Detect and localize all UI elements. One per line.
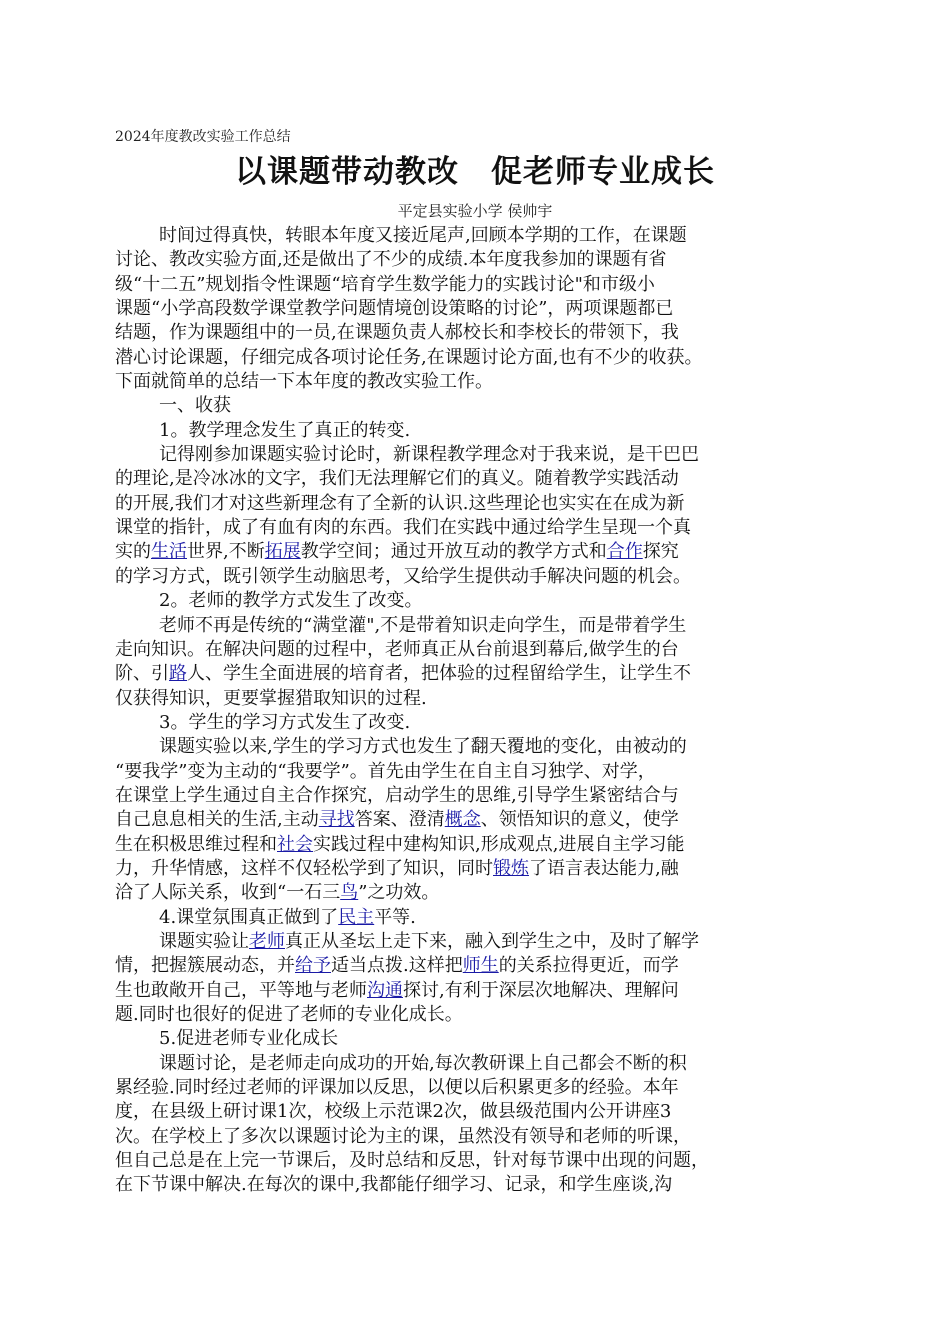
- text-segment: 度，在县级上研讨课1次，校级上示范课2次，做县级范围内公开讲座3: [115, 1101, 672, 1123]
- text-segment: 真正从圣坛上走下来，融入到学生之中，及时了解学: [285, 930, 699, 952]
- text-segment: 的学习方式，既引领学生动脑思考，又给学生提供动手解决问题的机会。: [115, 565, 691, 587]
- text-segment: 的开展,我们才对这些新理念有了全新的认识.这些理论也实实在在成为新: [115, 492, 685, 514]
- text-segment: 答案、澄清: [354, 809, 445, 831]
- text-segment: 情，把握簇展动态，并: [115, 955, 295, 977]
- text-line: [115, 1125, 845, 1149]
- text-segment: 记得刚参加课题实验讨论时，新课程教学理念对于我来说，是干巴巴: [159, 444, 699, 466]
- text-segment: 课题实验以来,学生的学习方式也发生了翻天覆地的变化，由被动的: [159, 736, 687, 758]
- text-line: [115, 687, 845, 711]
- text-line: [115, 954, 845, 978]
- text-segment: 生也敢敞开自己，平等地与老师: [115, 979, 367, 1001]
- text-line: [115, 784, 845, 808]
- text-line: [115, 614, 845, 638]
- keyword-link[interactable]: 给予: [295, 955, 331, 977]
- text-line: [115, 638, 845, 662]
- text-segment: 题.同时也很好的促进了老师的专业化成长。: [115, 1004, 463, 1025]
- text-line: [115, 760, 845, 784]
- text-line: [115, 346, 845, 370]
- text-segment: 潜心讨论课题，仔细完成各项讨论任务,在课题讨论方面,也有不少的收获。: [115, 346, 703, 368]
- text-line: [115, 370, 845, 394]
- text-segment: 的理论,是冷冰冰的文字，我们无法理解它们的真义。随着教学实践活动: [115, 468, 679, 490]
- keyword-link[interactable]: 社会: [277, 833, 313, 855]
- text-line: [115, 1052, 845, 1076]
- text-segment: 适当点拨.这样把: [331, 955, 463, 977]
- text-segment: 1。教学理念发生了真正的转变.: [159, 419, 411, 441]
- text-segment: 课题“小学高段数学课堂教学问题情境创设策略的讨论”，两项课题都已: [115, 298, 674, 320]
- keyword-link[interactable]: 路: [169, 663, 187, 685]
- text-segment: 在课堂上学生通过自主合作探究，启动学生的思维,引导学生紧密结合与: [115, 784, 679, 806]
- text-line: [115, 906, 845, 930]
- text-segment: 世界,不断: [187, 541, 265, 563]
- keyword-link[interactable]: 老师: [249, 930, 285, 952]
- text-segment: 教学空间；通过开放互动的教学方式和: [300, 541, 607, 563]
- text-line: [115, 394, 845, 418]
- text-segment: 在下节课中解决.在每次的课中,我都能仔细学习、记录，和学生座谈,沟: [115, 1174, 673, 1196]
- text-segment: 次。在学校上了多次以课题讨论为主的课，虽然没有领导和老师的听课，: [115, 1125, 691, 1147]
- text-line: [115, 224, 845, 248]
- text-line: [115, 833, 845, 857]
- text-segment: 人、学生全面进展的培育者，把体验的过程留给学生，让学生不: [187, 663, 691, 685]
- text-segment: 探究: [642, 541, 679, 563]
- text-line: [115, 1100, 845, 1124]
- text-line: [115, 1027, 845, 1051]
- text-line: [115, 565, 845, 589]
- text-line: [115, 467, 845, 491]
- text-segment: 的关系拉得更近，而学: [498, 955, 679, 977]
- keyword-link[interactable]: 民主: [338, 906, 375, 928]
- keyword-link[interactable]: 寻找: [318, 809, 355, 831]
- text-line: [115, 1149, 845, 1173]
- text-segment: 累经验.同时经过老师的评课加以反思，以便以后积累更多的经验。本年: [115, 1077, 679, 1099]
- keyword-link[interactable]: 合作: [606, 541, 643, 563]
- keyword-link[interactable]: 鸟: [340, 882, 359, 904]
- text-line: [115, 419, 845, 443]
- text-line: [115, 321, 845, 345]
- text-line: [115, 297, 845, 321]
- text-line: [115, 735, 845, 759]
- text-line: [115, 492, 845, 516]
- text-segment: 洽了人际关系，收到“一石三: [115, 882, 341, 904]
- keyword-link[interactable]: 师生: [462, 955, 499, 977]
- document-title: 以课题带动教改 促老师专业成长: [235, 154, 715, 190]
- text-segment: 自己息息相关的生活,主动: [115, 809, 319, 831]
- text-segment: 平等.: [374, 906, 416, 928]
- text-segment: 老师不再是传统的“满堂灌",不是带着知识走向学生，而是带着学生: [159, 614, 687, 636]
- keyword-link[interactable]: 概念: [444, 809, 481, 831]
- text-segment: 一、收获: [159, 395, 231, 417]
- keyword-link[interactable]: 拓展: [264, 541, 301, 563]
- text-segment: 下面就简单的总结一下本年度的教改实验工作。: [115, 371, 493, 393]
- text-line: [115, 1003, 845, 1027]
- text-segment: 了语言表达能力,融: [529, 857, 679, 879]
- text-segment: 走向知识。在解决问题的过程中，老师真正从台前退到幕后,做学生的台: [115, 638, 679, 660]
- text-segment: 生在积极思维过程和: [115, 833, 277, 855]
- text-segment: 3。学生的学习方式发生了改变.: [159, 711, 411, 733]
- text-segment: 时间过得真快，转眼本年度又接近尾声,回顾本学期的工作，在课题: [159, 225, 687, 246]
- keyword-link[interactable]: 锻炼: [493, 857, 529, 879]
- text-segment: “要我学”变为主动的“我要学”。首先由学生在自主自习独学、对学，: [115, 760, 656, 782]
- text-segment: 实践过程中建构知识,形成观点,进展自主学习能: [313, 833, 685, 855]
- text-segment: 讨论、教改实验方面,还是做出了不少的成绩.本年度我参加的课题有省: [115, 249, 667, 271]
- text-segment: 结题，作为课题组中的一员,在课题负责人郝校长和李校长的带领下，我: [115, 322, 679, 344]
- text-segment: 探讨,有利于深层次地解决、理解问: [403, 979, 679, 1001]
- text-segment: 、领悟知识的意义，使学: [480, 809, 679, 831]
- text-line: [115, 248, 845, 272]
- text-line: [115, 979, 845, 1003]
- text-segment: 但自己总是在上完一节课后，及时总结和反思，针对每节课中出现的问题，: [115, 1150, 709, 1172]
- text-segment: 课堂的指针，成了有血有肉的东西。我们在实践中通过给学生呈现一个真: [115, 517, 691, 539]
- text-line: [115, 1076, 845, 1100]
- text-segment: ”之功效。: [358, 882, 440, 904]
- text-segment: 阶、引: [115, 663, 169, 685]
- text-segment: 课题实验让: [159, 930, 249, 952]
- text-line: [115, 930, 845, 954]
- text-segment: 2。老师的教学方式发生了改变。: [159, 590, 423, 612]
- text-segment: 实的: [115, 541, 151, 563]
- text-segment: 4.课堂氛围真正做到了: [159, 906, 339, 928]
- text-line: [115, 808, 845, 832]
- text-segment: 仅获得知识，更要掌握猎取知识的过程.: [115, 687, 427, 709]
- text-line: [115, 589, 845, 613]
- keyword-link[interactable]: 生活: [151, 541, 187, 563]
- text-line: [115, 1173, 845, 1197]
- text-segment: 课题讨论，是老师走向成功的开始,每次教研课上自己都会不断的积: [159, 1052, 687, 1074]
- text-segment: 级“十二五”规划指令性课题“培育学生数学能力的实践讨论"和市级小: [115, 273, 655, 295]
- text-line: [115, 540, 845, 564]
- text-line: [115, 516, 845, 540]
- text-segment: 力，升华情感，这样不仅轻松学到了知识，同时: [115, 857, 493, 879]
- text-segment: 5.促进老师专业化成长: [159, 1028, 339, 1050]
- text-line: [115, 273, 845, 297]
- document-header: 2024年度教改实验工作总结: [115, 129, 291, 145]
- text-line: [115, 881, 845, 905]
- keyword-link[interactable]: 沟通: [367, 979, 403, 1001]
- document-body: [115, 224, 845, 1198]
- author-line: 平定县实验小学 侯帅宇: [397, 202, 553, 220]
- text-line: [115, 443, 845, 467]
- text-line: [115, 711, 845, 735]
- text-line: [115, 662, 845, 686]
- text-line: [115, 857, 845, 881]
